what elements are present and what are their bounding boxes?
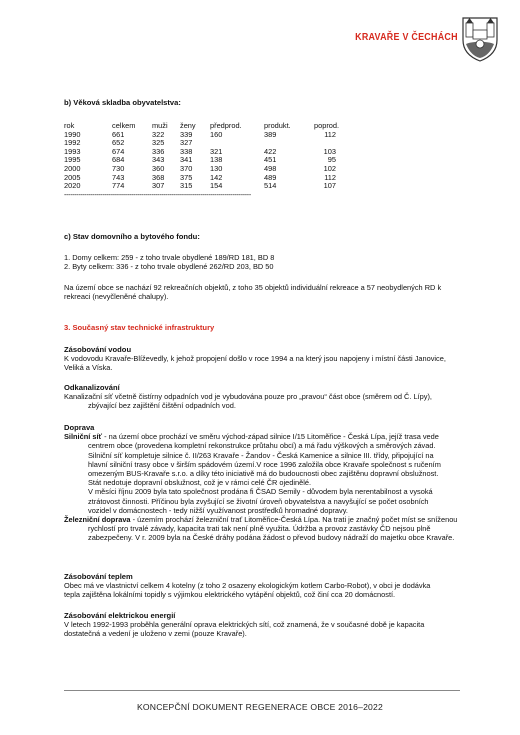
electricity-line-1: V letech 1992-1993 proběhla generální oprava elektrických sítí, což znamená, že v současné době je kapacita [64,620,425,630]
table-cell: 112 [324,129,336,139]
table-cell: 315 [180,181,193,191]
table-cell: 1993 [64,146,81,156]
table-header-cell: předprod. [210,121,242,130]
table-cell: 2020 [64,181,81,191]
table-cell: 95 [327,155,336,165]
heat-line-2: tepla zajištěna lokálními topidly s výjimkou elektrického vytápění objektů, což činí cca 20 domácností. [64,590,396,600]
table-cell: 422 [264,146,277,156]
table-cell: 368 [152,172,165,182]
table-cell: 2000 [64,163,81,173]
table-cell: 327 [180,138,193,148]
table-cell: 154 [210,181,223,191]
page-header-title: KRAVAŘE V ČECHÁCH [355,31,458,43]
table-cell: 341 [180,155,193,165]
table-cell: 112 [324,172,336,182]
infrastructure-heading: 3. Současný stav technické infrastruktury [64,323,215,332]
table-separator: -------------------------------------------------------------------------------------------- [64,191,251,199]
table-cell: 322 [152,129,165,139]
table-row [64,165,344,174]
road-line: centrem obce (provedena kompletní rekonstrukce průtahu obcí) a má řadu výškových a směrových závad. [88,441,436,451]
table-cell: 774 [112,181,125,191]
electricity-heading: Zásobování elektrickou energií [64,611,176,620]
rail-label: Železniční doprava [64,515,131,525]
heat-heading: Zásobování teplem [64,572,133,581]
road-line [64,432,464,441]
table-cell: 338 [180,146,193,156]
page-footer: KONCEPČNÍ DOKUMENT REGENERACE OBCE 2016–2022 [136,702,383,712]
road-line: ztrátovost činnosti. Příčinou byla zvyšující se životní úroveň obyvatelstva a navyšující se počet osobních [88,496,429,506]
housing-heading: c) Stav domovního a bytového fondu: [64,232,200,241]
table-cell: 321 [210,146,223,156]
road-line: omezeným BUS-Kravaře s.r.o. a díky této iniciativě má do budoucnosti obec zajištěnu dopravní obslužnost. [88,469,439,479]
table-cell: 130 [210,163,223,173]
population-table [64,122,344,191]
water-text: K vodovodu Kravaře-Blíževedly, k jehož propojení došlo v roce 1994 a na který jsou napojeny i místní části Janovice, Veliká a Víska. [64,354,446,373]
road-line-text: - na území obce prochází ve směru východ-západ silnice I/15 Litoměřice - Česká Lípa, jejíž trasa vede [102,432,439,442]
table-cell: 730 [112,163,125,173]
table-cell: 389 [264,129,277,139]
table-header-cell: poprod. [314,121,340,130]
table-cell: 360 [152,163,165,173]
table-cell: 307 [152,181,165,191]
table-row [64,148,344,157]
houses-total: 1. Domy celkem: 259 - z toho trvale obydlené 189/RD 181, BD 8 [64,253,275,262]
rail-line: zabezpečeny. V r. 2009 byla na České dráhy podána žádost o převod budovy nádraží do majetku obce Kravaře. [88,533,455,543]
table-cell: 1990 [64,129,81,139]
table-cell: 138 [210,155,223,165]
table-cell: 743 [112,172,125,182]
table-row [64,182,344,191]
table-cell: 684 [112,155,125,165]
table-cell: 107 [323,181,336,191]
age-structure-heading: b) Věková skladba obyvatelstva: [64,98,181,107]
road-line: Silniční síť kompletuje silnice č. II/263 Kravaře - Žandov - Česká Kamenice a silnice III. třídy, připojující na [88,450,434,460]
table-cell: 1995 [64,155,81,165]
sewer-line-2: zbývající bez zajištění čištění odpadních vod. [88,401,236,411]
table-cell: 661 [112,129,125,139]
table-cell: 489 [264,172,277,182]
transport-heading: Doprava [64,423,95,432]
table-cell: 370 [180,163,193,173]
table-cell: 103 [323,146,336,156]
table-cell: 102 [323,163,336,173]
table-row [64,174,344,183]
road-line: V měsíci říjnu 2009 byla tato společnost prodána fi ČSAD Semily - důvodem byla nerentabilnost a vysoká [88,487,433,497]
heat-line-1: Obec má ve vlastnictví celkem 4 kotelny (z toho 2 osazeny ekologickým kotlem Carbo-Robot), v obci je dodávka [64,581,431,591]
table-row [64,131,344,140]
rail-line [64,515,464,524]
table-cell: 160 [210,129,223,139]
road-line: Stát nedotuje dopravní obslužnost, což je v rámci celé ČR ojedinělé. [88,478,312,488]
table-cell: 652 [112,138,125,148]
table-header-cell: celkem [112,121,136,130]
table-row [64,156,344,165]
table-cell: 674 [112,146,125,156]
flats-total: 2. Byty celkem: 336 - z toho trvale obydlené 262/RD 203, BD 50 [64,262,274,272]
table-cell: 514 [264,181,277,191]
table-header-cell: produkt. [264,121,291,130]
road-line: vozidel v domácnostech - tedy nižší využívanost prostředků hromadné dopravy. [88,505,348,515]
table-cell: 451 [264,155,277,165]
railway-paragraph [64,515,464,543]
rail-line-text: - územím prochází železniční trať Litoměřice-Česká Lípa. Na trati je značný počet míst se sníženou [130,515,458,525]
table-cell: 325 [152,138,165,148]
table-header-cell: rok [64,121,75,130]
rail-line: rychlostí pro trvalé závady, kapacita trati tak není plně využita. Údržba a provoz zastávky ČD nejsou plně [88,524,431,534]
road-network-paragraph [64,432,464,515]
water-heading: Zásobování vodou [64,345,132,354]
sewer-line-1: Kanalizační síť včetně čistírny odpadních vod je vybudována pouze pro „pravou“ část obce (směrem od Č. Lípy), [64,392,432,402]
road-line: hlavní silniční trasy obce v širším spádovém území.V roce 1996 založila obce Kravaře společnost s ručením [88,459,441,469]
table-row [64,139,344,148]
footer-divider [64,690,460,691]
road-label: Silniční síť [64,432,103,442]
electricity-line-2: dostatečná a vedení je uloženo v zemi (pouze Kravaře). [64,629,247,639]
table-header-cell: muži [152,121,168,130]
table-header-cell: ženy [180,121,196,130]
coat-of-arms-icon [460,14,500,62]
table-header-row [64,122,344,131]
table-cell: 498 [264,163,277,173]
sewer-heading: Odkanalizování [64,383,120,392]
recreation-paragraph: Na území obce se nachází 92 rekreačních objektů, z toho 35 objektů individuální rekreace a 57 neobydlených RD k rekreaci (nevyčleněné chalupy). [64,283,442,302]
table-cell: 2005 [64,172,81,182]
table-cell: 142 [210,172,223,182]
table-cell: 336 [152,146,165,156]
table-cell: 1992 [64,138,81,148]
table-cell: 375 [180,172,193,182]
table-cell: 339 [180,129,193,139]
table-cell: 343 [152,155,165,165]
